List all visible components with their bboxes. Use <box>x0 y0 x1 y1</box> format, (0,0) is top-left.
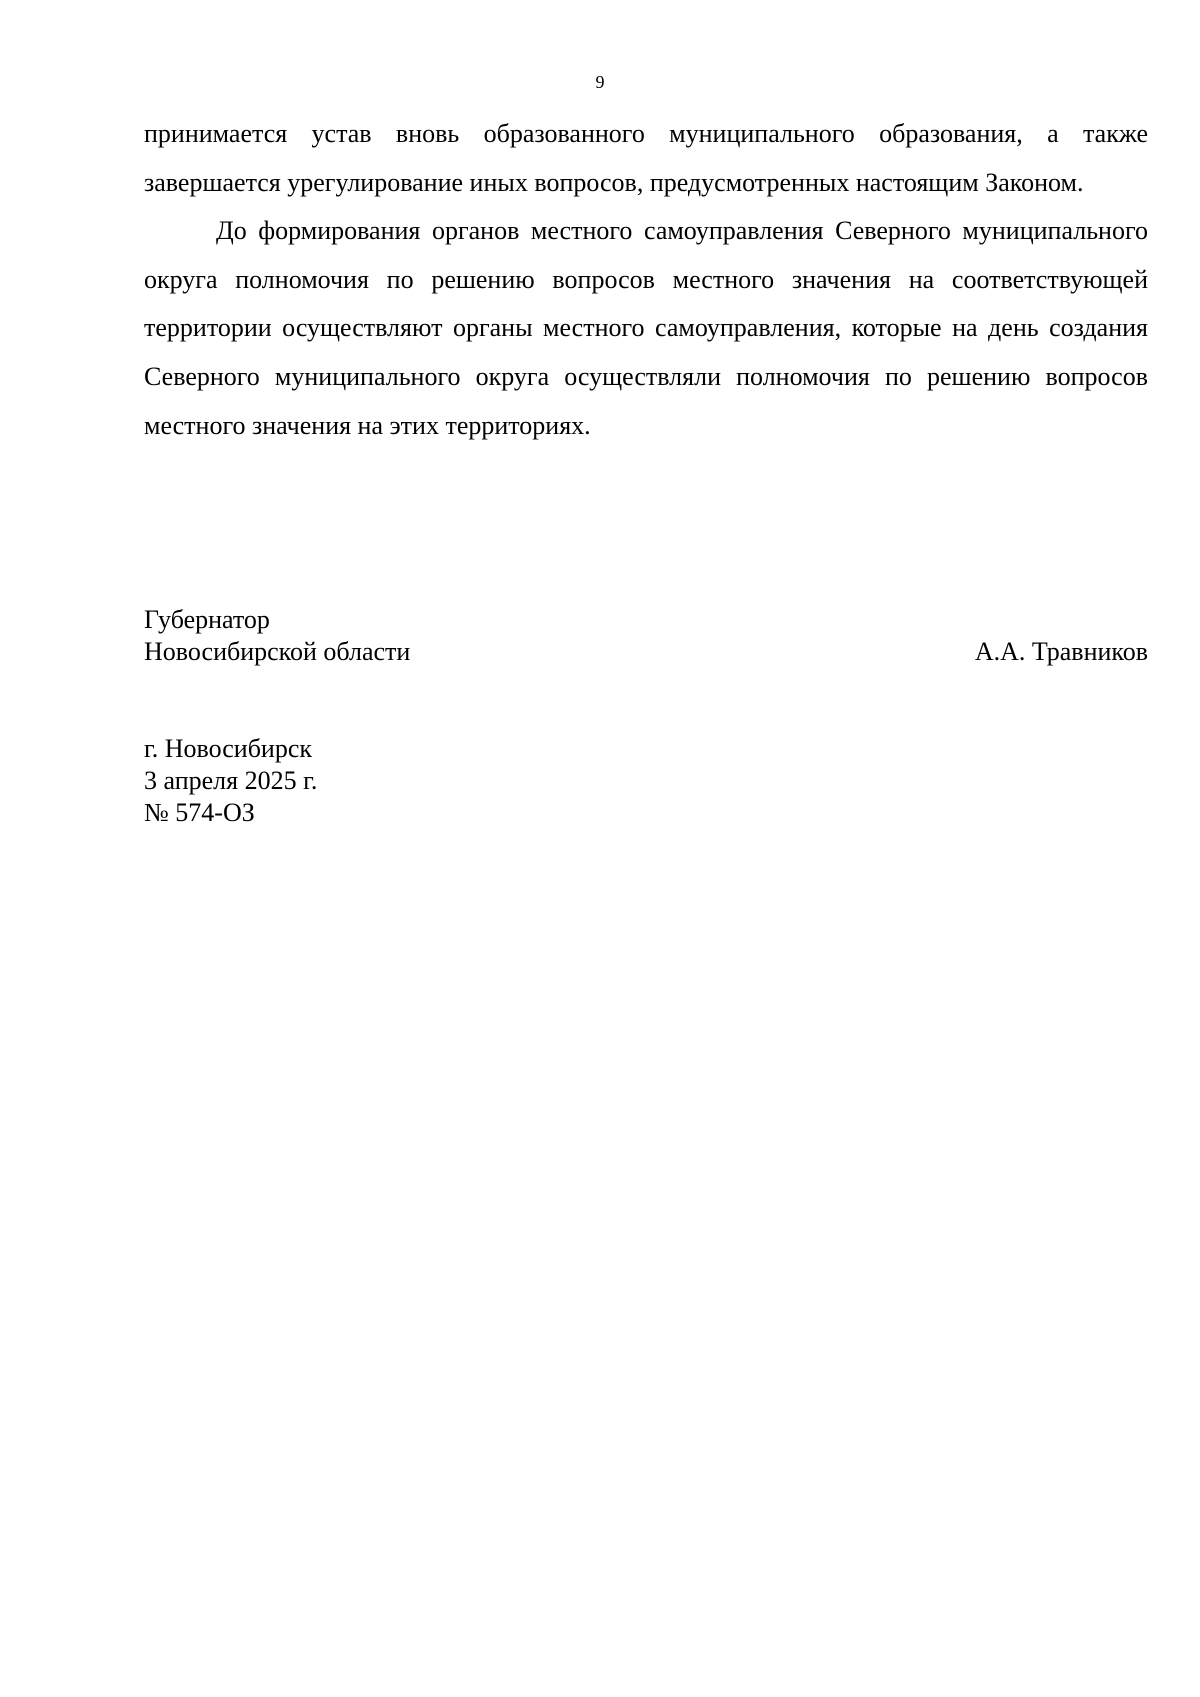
signatory-position-line2: Новосибирской области <box>144 637 411 666</box>
signatory-position-line1: Губернатор <box>144 605 270 634</box>
document-body <box>144 110 1148 450</box>
paragraph: До формирования органов местного самоуправления Северного муниципального округа полномочия по решению вопросов местного значения на соответствующей территории осуществляют органы местного самоуправления, которые на день создания Северного муниципального округа осуществляли полномочия по решению вопросов местного значения на этих территориях. <box>144 216 1148 440</box>
signature-block <box>144 604 1148 668</box>
paragraph-continuation: принимается устав вновь образованного муниципального образования, а также завершается урегулирование иных вопросов, предусмотренных настоящим Законом. <box>144 119 1148 197</box>
place-date-block <box>144 733 317 829</box>
law-number: № 574-ОЗ <box>144 798 255 827</box>
signatory-name: А.А. Травников <box>974 637 1148 666</box>
page-number: 9 <box>595 72 605 92</box>
signature-row <box>144 636 1148 668</box>
city: г. Новосибирск <box>144 734 313 763</box>
date: 3 апреля 2025 г. <box>144 766 318 795</box>
